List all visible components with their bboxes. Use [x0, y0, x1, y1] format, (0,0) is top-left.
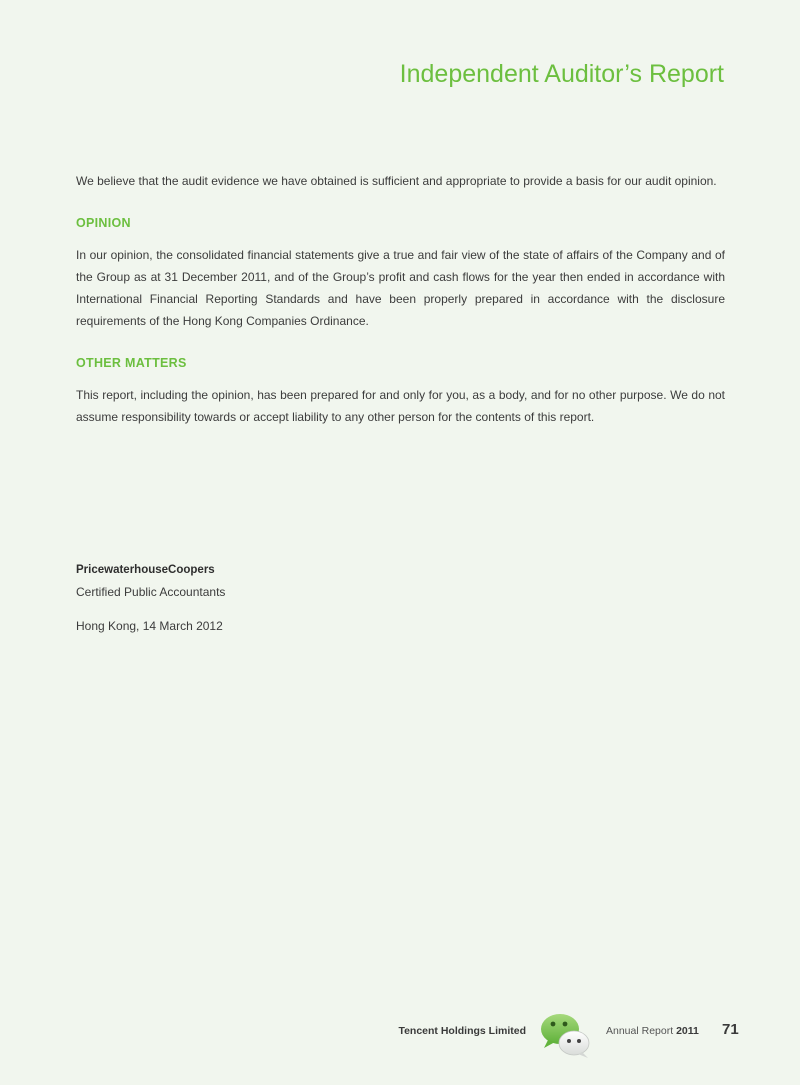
auditor-firm-name: PricewaterhouseCoopers [76, 564, 215, 576]
report-label: Annual Report [606, 1025, 674, 1037]
other-matters-heading: OTHER MATTERS [76, 356, 187, 370]
chat-bubbles-icon [536, 1012, 596, 1058]
report-body [76, 170, 725, 428]
opinion-paragraph: In our opinion, the consolidated financial statements give a true and fair view of the state of affairs of the Company and of the Group as at 31 December 2011, and of the Group’s profit and cash flows for the year then ended in accordance with International Financial Reporting Standards and have been properly prepared in accordance with the disclosure requirements of the Hong Kong Companies Ordinance. [76, 248, 725, 328]
footer-report-label [606, 1025, 699, 1037]
other-matters-paragraph: This report, including the opinion, has been prepared for and only for you, as a body, and for no other purpose. We do not assume responsibility towards or accept liability to any other person for the contents of this report. [76, 388, 725, 424]
report-year: 2011 [676, 1025, 699, 1037]
signature-block [76, 559, 476, 637]
signing-place-date: Hong Kong, 14 March 2012 [76, 619, 223, 633]
page-number: 71 [722, 1021, 739, 1038]
intro-paragraph: We believe that the audit evidence we have obtained is sufficient and appropriate to provide a basis for our audit opinion. [76, 174, 717, 188]
page-title: Independent Auditor’s Report [399, 60, 724, 88]
opinion-heading: OPINION [76, 216, 131, 230]
auditor-firm-type: Certified Public Accountants [76, 585, 226, 599]
page-footer [0, 1012, 800, 1062]
footer-company-name: Tencent Holdings Limited [398, 1025, 526, 1037]
